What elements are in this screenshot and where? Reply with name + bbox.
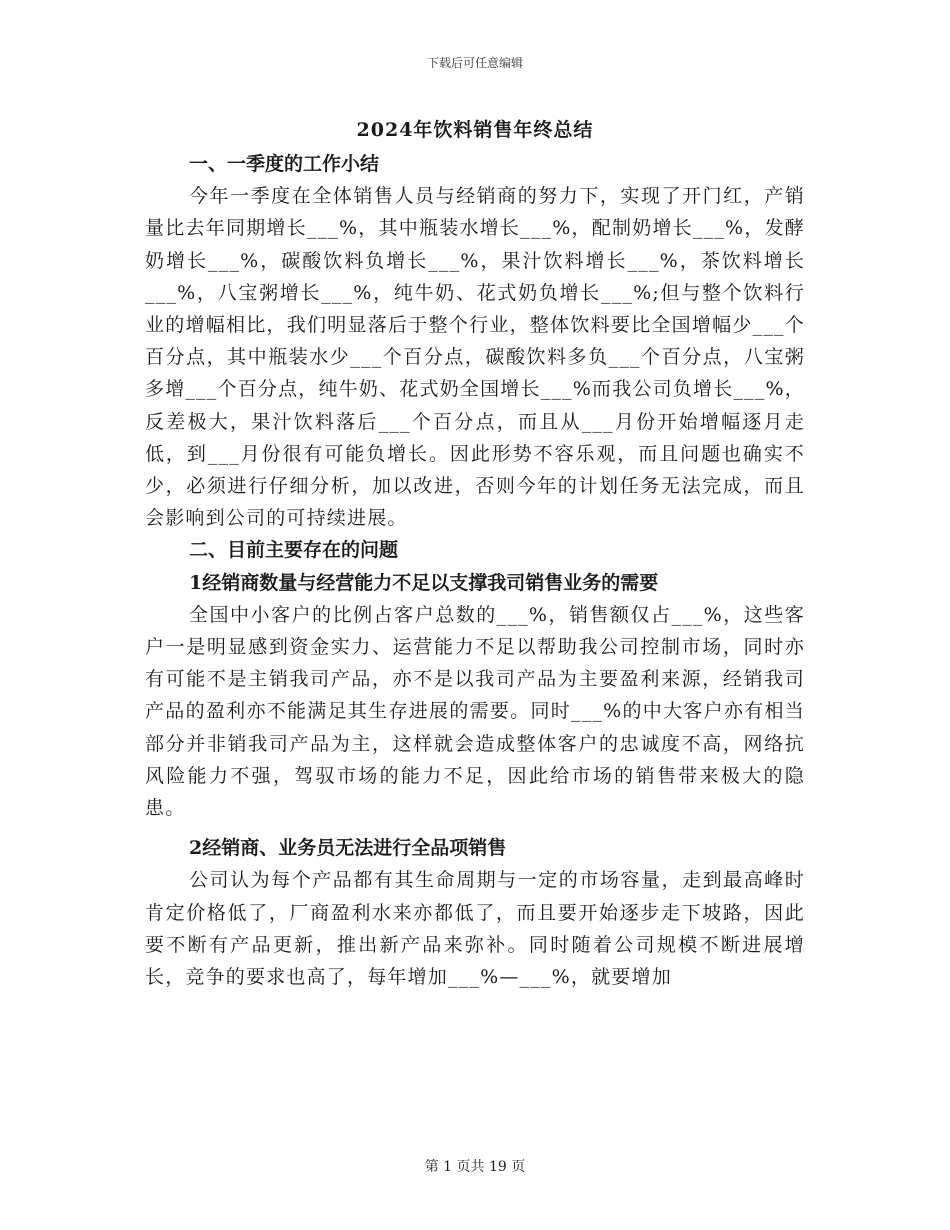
section-heading-2: 二、目前主要存在的问题: [189, 539, 399, 562]
page-number-footer: 第 1 页共 19 页: [424, 1159, 526, 1175]
subsection-heading-2: 2经销商、业务员无法进行全品项销售: [189, 837, 507, 860]
document-title: 2024年饮料销售年终总结: [356, 119, 594, 141]
page-header-note: 下载后可任意编辑: [426, 56, 523, 70]
subsection-paragraph-2: 公司认为每个产品都有其生命周期与一定的市场容量，走到最高峰时肯定价格低了，厂商盈利水来亦都低了，而且要开始逐步走下坡路，因此要不断有产品更新，推出新产品来弥补。同时随着公司规模不断进展增长，竞争的要求也高了，每年增加___%—___%，就要增加: [145, 869, 805, 989]
section-paragraph-1: 今年一季度在全体销售人员与经销商的努力下，实现了开门红，产销量比去年同期增长___%，其中瓶装水增长___%，配制奶增长___%，发酵奶增长___%，碳酸饮料负增长___%，果汁饮料增长___%，茶饮料增长___%，八宝粥增长___%，纯牛奶、花式奶负增长___%;但与整个饮料行业的增幅相比，我们明显落后于整个行业，整体饮料要比全国增幅少___个百分点，其中瓶装水少___个百分点，碳酸饮料多负___个百分点，八宝粥多增___个百分点，纯牛奶、花式奶全国增长___%而我公司负增长___%，反差极大，果汁饮料落后___个百分点，而且从___月份开始增幅逐月走低，到___月份很有可能负增长。因此形势不容乐观，而且问题也确实不少，必须进行仔细分析，加以改进，否则今年的计划任务无法完成，而且会影响到公司的可持续进展。: [145, 185, 806, 530]
subsection-heading-1: 1经销商数量与经营能力不足以支撑我司销售业务的需要: [189, 571, 659, 594]
section-heading-1: 一、一季度的工作小结: [189, 153, 380, 175]
subsection-paragraph-1: 全国中小客户的比例占客户总数的___%，销售额仅占___%，这些客户一是明显感到资金实力、运营能力不足以帮助我公司控制市场，同时亦有可能不是主销我司产品，亦不是以我司产品为主要盈利来源，经销我司产品的盈利亦不能满足其生存进展的需要。同时___%的中大客户亦有相当部分并非销我司产品为主，这样就会造成整体客户的忠诚度不高，网络抗风险能力不强，驾驭市场的能力不足，因此给市场的销售带来极大的隐患。: [145, 603, 805, 820]
document-body: [145, 148, 805, 993]
